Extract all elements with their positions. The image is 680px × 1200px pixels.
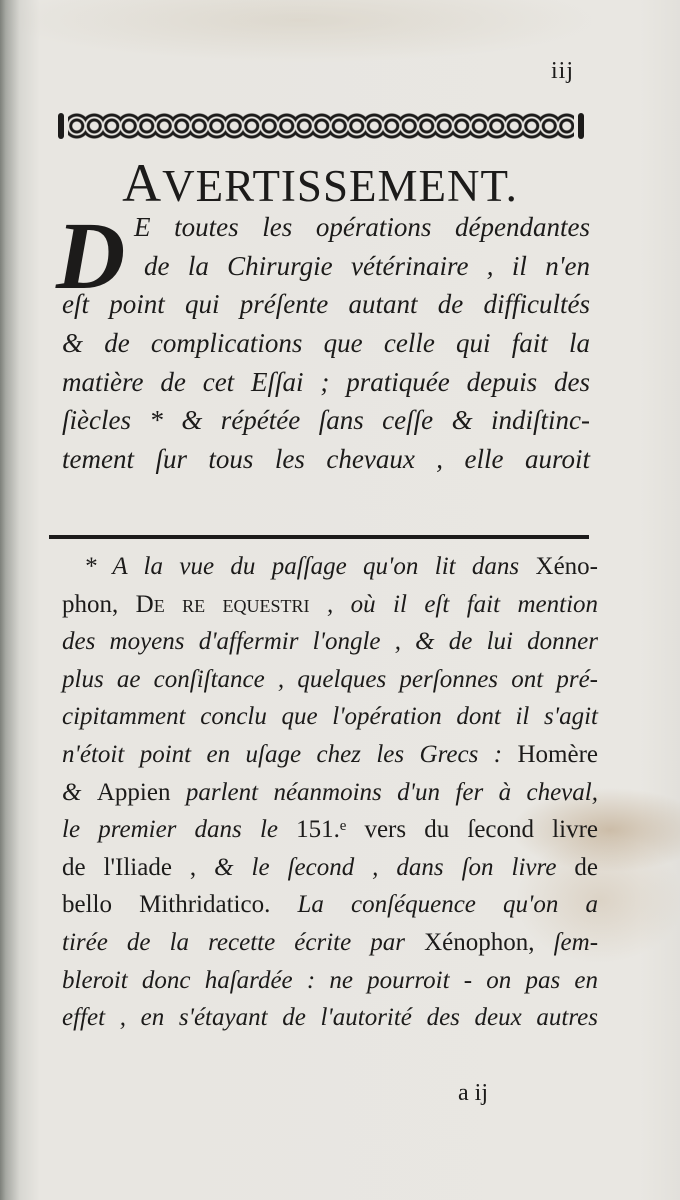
footnote-rule (49, 535, 589, 539)
footnote-run: * A la vue du paſſage qu'on lit dans (84, 553, 536, 580)
drop-cap: D (56, 202, 126, 309)
footnote-line (62, 849, 598, 887)
page-title (85, 152, 555, 214)
footnote-run: parlent néanmoins d'un fer à cheval, (185, 778, 598, 806)
footnote-run: 151.ᵉ vers du ſecond livre (296, 816, 598, 844)
signature-mark: a ij (458, 1080, 488, 1106)
footnote-run: Xénophon, (424, 928, 554, 956)
main-line: eſt point qui préſente autant de difficultés (62, 289, 590, 320)
footnote-run: phon, (62, 590, 136, 618)
footnote-run: Xéno- (535, 553, 598, 580)
footnote-run: ſem- (553, 928, 599, 956)
footnote-line (62, 924, 598, 962)
main-line: E toutes les opérations dépendantes (134, 212, 590, 242)
footnote-run: De re equestri (135, 590, 310, 618)
title-first-letter: A (122, 153, 163, 213)
main-line: ſiècles * & répétée ſans ceſſe & indiſtinc- (62, 405, 590, 436)
footnote-run: , où il eſt fait mention (309, 590, 599, 618)
footnote-run: effet , en s'étayant de l'autorité des deux autres (62, 1004, 598, 1032)
main-paragraph (62, 208, 590, 479)
main-line: matière de cet Eſſai ; pratiquée depuis des (62, 366, 590, 397)
footnote-run: Homère (517, 740, 598, 768)
footnote-line (62, 661, 598, 699)
footnote-run: n'étoit point en uſage chez les Grecs : (62, 740, 518, 768)
footnote-run: & le ſecond , dans ſon livre (214, 853, 575, 881)
footnote-run: & (62, 778, 97, 806)
footnote-run: de (574, 853, 599, 881)
footnote-line (84, 548, 598, 586)
footnote-run: bello Mithridatico. (62, 891, 298, 919)
footnote-run: de l'Iliade , (62, 853, 215, 881)
footnote-run: plus ae conſiſtance , quelques perſonnes ont pré- (62, 665, 598, 693)
footnote-line (62, 698, 598, 736)
title-rest: VERTISSEMENT. (162, 161, 518, 211)
footnote-line (62, 811, 598, 849)
footnote-line (62, 736, 598, 774)
main-line: & de complications que celle qui fait la (62, 328, 590, 359)
footnote-line (62, 962, 598, 1000)
footnote-run: Appien (96, 778, 186, 806)
footnote-run: La conſéquence qu'on a (297, 891, 598, 919)
footnote-line (62, 886, 598, 924)
footnote-line (62, 999, 598, 1037)
footnote-run: bleroit donc haſardée : ne pourroit - on pas en (62, 966, 598, 994)
footnote-run: des moyens d'affermir l'ongle , & de lui donner (62, 628, 598, 656)
footnote-run: le premier dans le (62, 816, 297, 844)
footnote-run: tirée de la recette écrite par (62, 928, 425, 956)
ornament-end-right (578, 113, 584, 139)
footnote-line (62, 623, 598, 661)
footnote-run: cipitamment conclu que l'opération dont il s'agit (62, 703, 598, 731)
footnote (62, 548, 598, 1037)
main-line: tement ſur tous les chevaux , elle auroit (62, 444, 590, 475)
chain-band-ornament (68, 113, 574, 139)
ornament-end-left (58, 113, 64, 139)
main-line: de la Chirurgie vétérinaire , il n'en (144, 250, 590, 281)
footnote-line (62, 586, 598, 624)
page-number: iij (551, 58, 575, 84)
header-ornament (58, 110, 584, 142)
footnote-line (62, 774, 598, 812)
